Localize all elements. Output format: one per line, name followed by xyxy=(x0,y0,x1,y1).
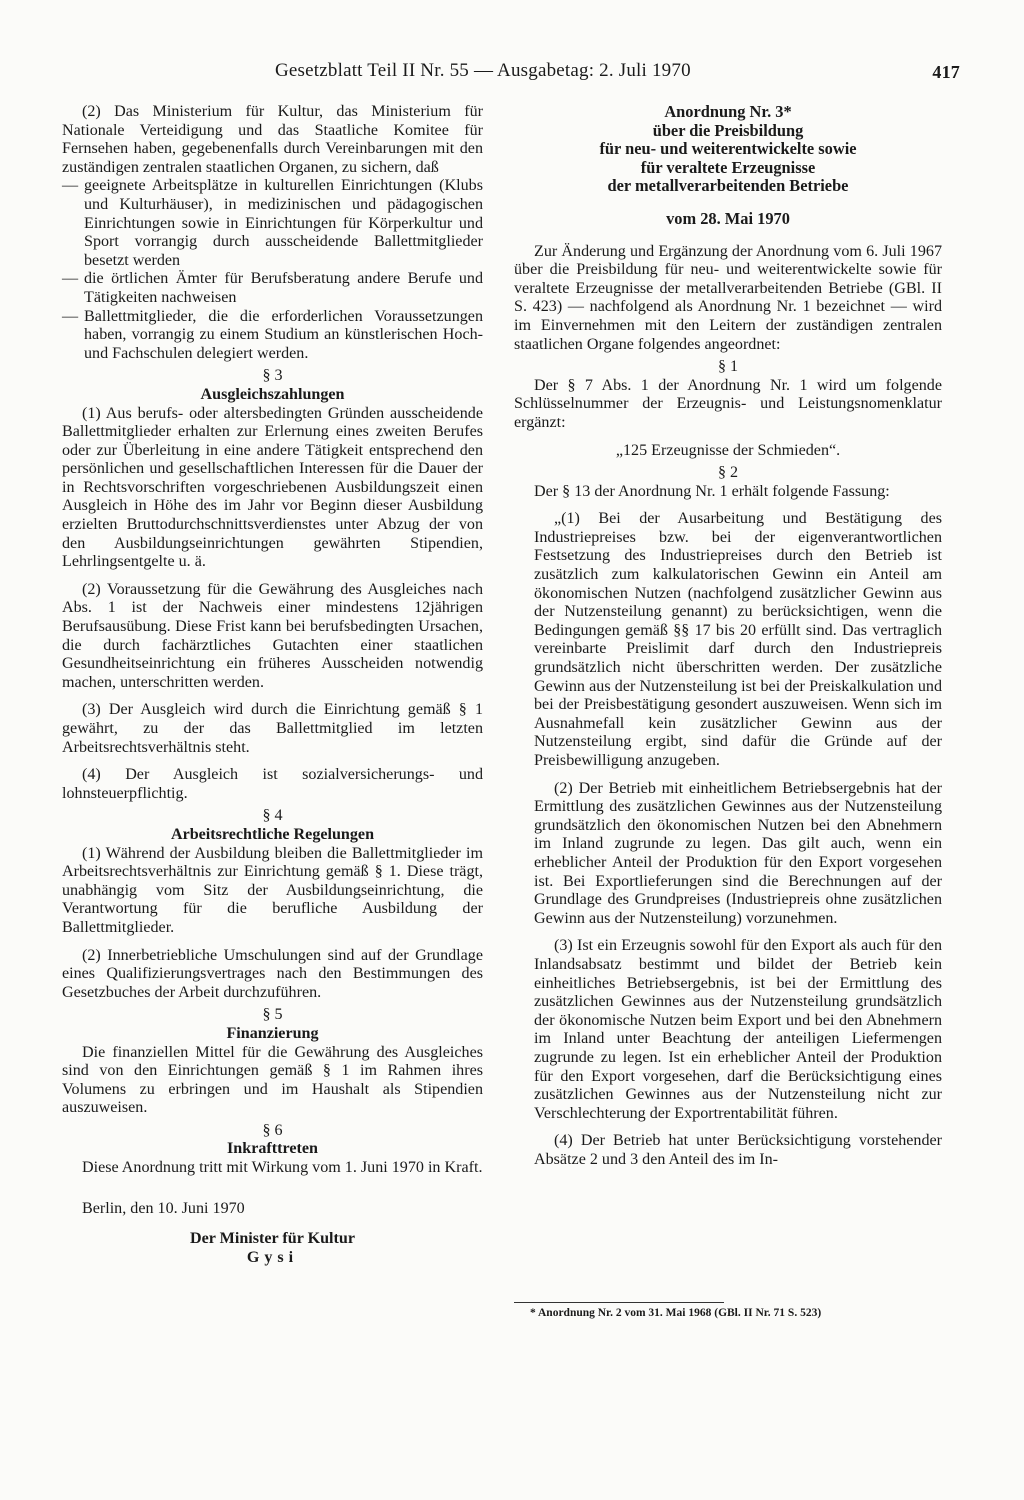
section-5-number: § 5 xyxy=(262,1006,283,1024)
paragraph-2-intro: (2) Das Ministerium für Kultur, das Ministerium für Nationale Verteidigung und das Staatliche Komitee für Fernsehen haben, gegebenenfalls durch Vereinbarungen mit den zuständigen zentralen staatlichen Organen, zu sichern, daß xyxy=(62,103,483,176)
title-line: der metallverarbeitenden Betriebe xyxy=(607,176,849,196)
list-item: — Ballettmitglieder, die die erforderlichen Voraussetzungen haben, vorrangig zu einem Studium an künstlerischen Hoch- und Fachschulen delegiert werden. xyxy=(62,308,483,364)
section-6-number: § 6 xyxy=(262,1121,283,1139)
signature-date: Berlin, den 10. Juni 1970 xyxy=(82,1199,245,1217)
bullet-list xyxy=(62,177,483,363)
section-6-paragraph: Diese Anordnung tritt mit Wirkung vom 1. Juni 1970 in Kraft. xyxy=(82,1159,483,1177)
section-6-title: Inkrafttreten xyxy=(227,1140,318,1158)
list-item: — die örtlichen Ämter für Berufsberatung andere Berufe und Tätigkeiten nachweisen xyxy=(62,270,483,307)
section-2-number: § 2 xyxy=(717,464,739,482)
list-item: — geeignete Arbeitsplätze in kulturellen Einrichtungen (Klubs und Kulturhäuser), in medizinischen und pädagogischen Einrichtungen sowie in Einrichtungen für Körperkultur und Sport vorrangig durch ausscheidende Ballettmitglieder besetzt werden xyxy=(62,177,483,270)
ordinance-title xyxy=(514,103,942,196)
ordinance-date: vom 28. Mai 1970 xyxy=(666,208,790,228)
section-3-number: § 3 xyxy=(262,367,283,385)
quoted-text xyxy=(514,510,942,1169)
quoted-paragraph: (2) Der Betrieb mit einheitlichem Betriebsergebnis hat der Ermittlung des zusätzlichen Gewinnes aus der Nutzensteilung grundsätzlich den ökonomischen Nutzen bei den Abnehmern im Inland zugrunde zu legen. Das gilt auch, wenn ein erheblicher Anteil der Produktion für den Export vorgesehen ist. Bei Exportlieferungen sind die Berechnungen auf der Grundlage des Grundpreises (Industriepreis ohne zusätzlichen Gewinn aus der Nutzensteilung) vorzunehmen. xyxy=(534,779,942,927)
signature-name: Gysi xyxy=(246,1248,299,1266)
footnote: * Anordnung Nr. 2 vom 31. Mai 1968 (GBl. II Nr. 71 S. 523) xyxy=(530,1307,822,1319)
section-5-paragraph: Die finanziellen Mittel für die Gewährung des Ausgleiches sind von den Einrichtungen gemäß § 1 im Rahmen ihres Volumens zu erbringen und im Haushalt als Stipendien auszuweisen. xyxy=(62,1043,483,1117)
quoted-paragraph: (4) Der Betrieb hat unter Berücksichtigung vorstehender Absätze 2 und 3 den Anteil des im In- xyxy=(534,1132,942,1168)
right-column xyxy=(514,103,942,1169)
header-line: Gesetzblatt Teil II Nr. 55 — Ausgabetag: 2. Juli 1970 xyxy=(275,60,691,81)
section-4-title: Arbeitsrechtliche Regelungen xyxy=(170,825,375,843)
section-1-paragraph: Der § 7 Abs. 1 der Anordnung Nr. 1 wird um folgende Schlüsselnummer der Erzeugnis- und Leistungsnomenklatur ergänzt: xyxy=(514,376,942,431)
title-line: für veraltete Erzeugnisse xyxy=(640,157,816,177)
section-2-paragraph: Der § 13 der Anordnung Nr. 1 erhält folgende Fassung: xyxy=(534,482,890,500)
section-1-number: § 1 xyxy=(717,358,739,376)
quoted-paragraph: (3) Ist ein Erzeugnis sowohl für den Export als auch für den Inlandsabsatz bestimmt und bildet der Betrieb kein einheitliches Betriebsergebnis, ist bei der Ermittlung des zusätzlichen Gewinnes aus der Nutzensteilung grundsätzlich der ökonomische Nutzen beim Export und bei den Abnehmern im Inland unter Beachtung der anteiligen Liefermengen zugrunde zu legen. Ist ein erheblicher Anteil der Produktion für den Export vorgesehen, darf die Berücksichtigung eines zusätzlichen Gewinnes aus der Nutzensteilung nicht zur Verschlechterung der Exportrentabilität führen. xyxy=(534,937,942,1122)
section-5-title: Finanzierung xyxy=(226,1024,319,1042)
section-4-paragraph: (2) Innerbetriebliche Umschulungen sind auf der Grundlage eines Qualifizierungsvertrages nach den Bestimmungen des Gesetzbuches der Arbeit durchzuführen. xyxy=(62,946,483,1001)
title-line: für neu- und weiterentwickelte sowie xyxy=(599,139,857,159)
section-3-paragraph: (1) Aus berufs- oder altersbedingten Gründen ausscheidende Ballettmitglieder erhalten zur Erlernung eines zweiten Berufes oder zur Überleitung in eine andere Tätigkeit entsprechend den persönlichen und gesellschaftlichen Interessen für die Dauer der in Rechtsvorschriften vorgeschriebenen Ausbildungszeit einen Ausgleich in Höhe des im Jahr vor Beginn dieser Ausbildung erzielten Bruttodurchschnittsverdienstes unter Abzug der von den Ausbildungseinrichtungen gewährten Stipendien, Lehrlingsentgelte u. ä. xyxy=(62,404,483,571)
section-3-paragraph: (3) Der Ausgleich wird durch die Einrichtung gemäß § 1 gewährt, zu der das Ballettmitglied im letzten Arbeitsrechtsverhältnis steht. xyxy=(62,701,483,756)
section-3-paragraph: (2) Voraussetzung für die Gewährung des Ausgleiches nach Abs. 1 ist der Nachweis einer mindestens 12jährigen Berufsausübung. Diese Frist kann bei berufsbedingten Ursachen, die durch fachärztliches Gutachten einer staatlichen Gesundheitseinrichtung ein früheres Ausscheiden notwendig machen, unterschritten werden. xyxy=(62,580,483,691)
quoted-paragraph: „(1) Bei der Ausarbeitung und Bestätigung des Industriepreises bzw. bei der eigenverantwortlichen Festsetzung des Industriepreises durch den Betrieb ist zusätzlich zum kalkulatorischen Gewinn ein Anteil am ökonomischen Nutzen (nachfolgend zusätzlicher Gewinn aus der Nutzensteilung genannt) zu berücksichtigen, wenn die Bedingungen gemäß §§ 17 bis 20 erfüllt sind. Das vertraglich vereinbarte Preislimit darf durch den Industriepreis grundsätzlich nicht überschritten werden. Der zusätzliche Gewinn aus der Nutzensteilung ist bei der Preiskalkulation und bei der Preisbestätigung gesondert auszuweisen. Wenn sich im Ausnahmefall kein zusätzlicher Gewinn aus der Nutzensteilung ergibt, sind dafür die Gründe auf der Preisbewilligung anzugeben. xyxy=(534,510,942,769)
page-header xyxy=(275,58,960,88)
title-line: Anordnung Nr. 3* xyxy=(664,102,792,121)
section-4-number: § 4 xyxy=(262,807,283,825)
footnote-divider xyxy=(514,1302,724,1303)
section-1-quote: „125 Erzeugnisse der Schmieden“. xyxy=(615,441,841,459)
title-line: über die Preisbildung xyxy=(652,120,804,140)
left-column xyxy=(62,103,483,1267)
section-3-title: Ausgleichszahlungen xyxy=(200,385,345,403)
section-4-paragraph: (1) Während der Ausbildung bleiben die Ballettmitglieder im Arbeitsrechtsverhältnis zur Einrichtung gemäß § 1. Diese trägt, unabhängig vom Sitz der Ausbildungseinrichtung, die Verantwortung für die berufliche Ausbildung der Ballettmitglieder. xyxy=(62,844,483,936)
section-3-paragraph: (4) Der Ausgleich ist sozialversicherungs- und lohnsteuerpflichtig. xyxy=(62,766,483,802)
signature-title: Der Minister für Kultur xyxy=(190,1230,355,1248)
intro-paragraph: Zur Änderung und Ergänzung der Anordnung vom 6. Juli 1967 über die Preisbildung für neu- und weiterentwickelte sowie für veraltete Erzeugnisse der metallverarbeitenden Betriebe (GBl. II S. 423) — nachfolgend als Anordnung Nr. 1 bezeichnet — wird im Einvernehmen mit den Leitern der zuständigen zentralen staatlichen Organe folgendes angeordnet: xyxy=(514,242,942,353)
page-number: 417 xyxy=(932,62,960,82)
